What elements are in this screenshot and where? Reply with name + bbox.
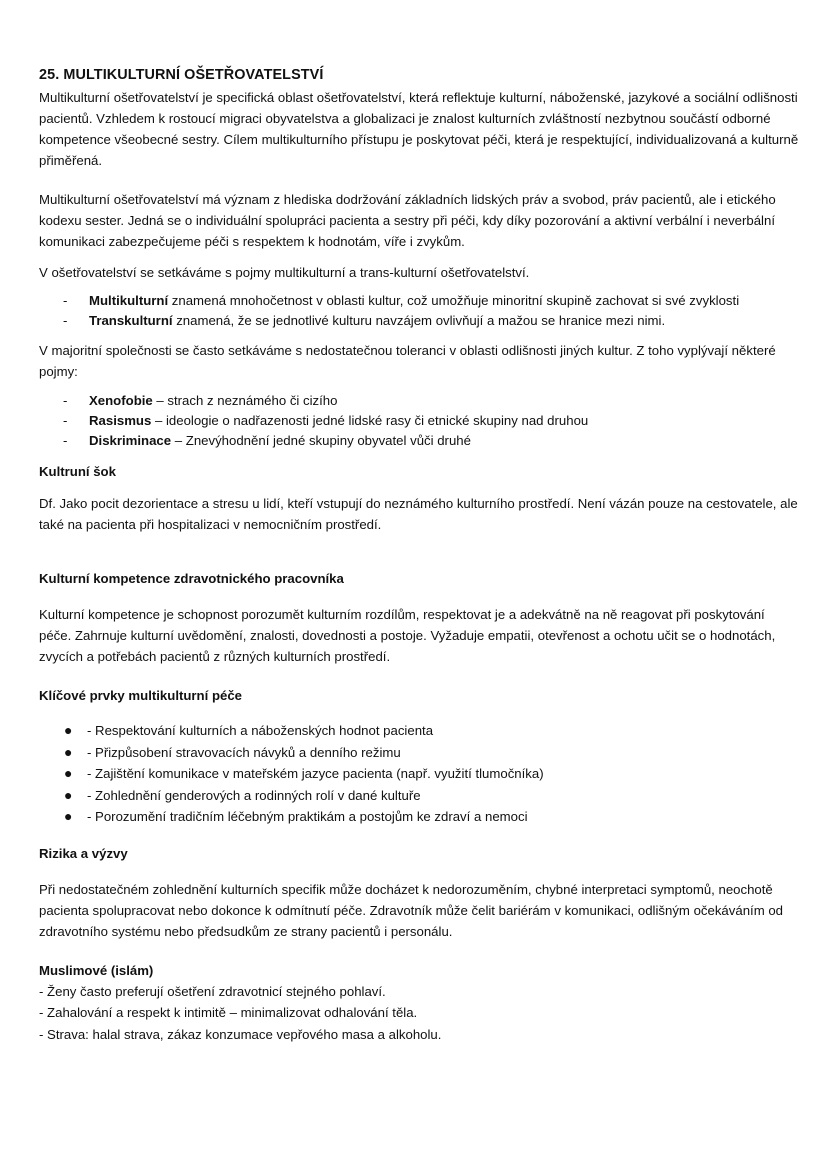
list-item-text: - Přizpůsobení stravovacích návyků a denního režimu	[87, 744, 401, 760]
section-heading-culture-shock: Kultruní šok	[39, 464, 116, 479]
list-item	[63, 311, 799, 331]
list-item	[64, 785, 799, 807]
dash-marker: -	[63, 433, 68, 448]
list-item-text: - Respektování kulturních a náboženských hodnot pacienta	[87, 723, 434, 738]
list-item	[64, 763, 799, 785]
dash-marker: -	[63, 413, 68, 428]
key-elements-list	[39, 720, 799, 828]
list-item-text: - Zohlednění genderových a rodinných rolí v dané kultuře	[87, 787, 421, 803]
list-item	[64, 806, 799, 828]
muslims-list	[39, 981, 799, 1046]
section-heading-risks: Rizika a výzvy	[39, 845, 128, 861]
bullet-icon: ●	[64, 765, 73, 781]
term-text: – Znevýhodnění jedné skupiny obyvatel vůči druhé	[171, 433, 471, 448]
term-label: Xenofobie	[89, 393, 153, 408]
section-heading-competence: Kulturní kompetence zdravotnického pracovníka	[39, 571, 344, 586]
list-item-text: - Porozumění tradičním léčebným praktikám a postojům ke zdraví a nemoci	[87, 809, 528, 824]
document-page	[39, 64, 799, 1045]
list-item	[64, 742, 799, 764]
dash-marker: -	[63, 393, 68, 408]
rights-paragraph: Multikulturní ošetřovatelství má význam z hlediska dodržování základních lidských práv a svobod, práv pacientů, ale i etického kodexu sester. Jedná se o individuální spolupráci pacienta a sestry při péči, kdy díky pozorování a aktivní verbální i neverbální komunikaci zabezpečujeme péči s respektem k hodnotám, víře i zvykům.	[39, 192, 776, 249]
list-item	[63, 391, 799, 411]
term-text: znamená mnohočetnost v oblasti kultur, což umožňuje minoritní skupině zachovat si své zvyklosti	[168, 293, 740, 308]
list-item	[63, 431, 799, 451]
concepts-list	[39, 391, 799, 451]
term-text: – strach z neznámého či cizího	[152, 393, 338, 408]
dash-marker: -	[63, 293, 68, 308]
bullet-icon: ●	[64, 808, 73, 824]
intro-paragraph: Multikulturní ošetřovatelství je specifická oblast ošetřovatelství, která reflektuje kulturní, náboženské, jazykové a sociální odlišnosti pacientů. Vzhledem k rostoucí migraci obyvatelstva a globalizaci je znalost kulturních zvláštností nezbytnou součástí odborné kompetence všeobecné sestry. Cílem multikulturního přístupu je poskytovat péči, která je respektující, individualizovaná a kulturně přiměřená.	[39, 90, 799, 168]
list-item	[63, 411, 799, 431]
term-label: Transkulturní	[89, 312, 173, 328]
page-title: 25. MULTIKULTURNÍ OŠETŘOVATELSTVÍ	[39, 67, 324, 83]
bullet-icon: ●	[64, 722, 73, 738]
list-item: - Strava: halal strava, zákaz konzumace vepřového masa a alkoholu.	[39, 1026, 442, 1042]
term-text: znamená, že se jednotlivé kulturu navzájem ovlivňují a mažou se hranice mezi nimi.	[172, 312, 666, 328]
section-heading-key-elements: Klíčové prvky multikulturní péče	[39, 688, 243, 703]
terms-list	[39, 291, 799, 330]
terms-intro: V ošetřovatelství se setkáváme s pojmy multikulturní a trans-kulturní ošetřovatelství.	[39, 265, 530, 280]
bullet-icon: ●	[64, 786, 73, 803]
dash-marker: -	[63, 312, 68, 328]
competence-paragraph: Kulturní kompetence je schopnost porozumět kulturním rozdílům, respektovat je a adekvátně na ně reagovat při poskytování péče. Zahrnuje kulturní uvědomění, znalosti, dovednosti a postoje. Vyžaduje empatii, otevřenost a ochotu učit se o hodnotách, zvycích a potřebách pacientů z různých kulturních prostředí.	[39, 607, 776, 664]
risks-paragraph: Při nedostatečném zohlednění kulturních specifik může docházet k nedorozuměním, chybné interpretaci symptomů, neochotě pacienta spolupracovat nebo dokonce k odmítnutí péče. Zdravotník může čelit bariérám v komunikaci, odlišným očekáváním od zdravotního systému nebo předsudkům ze strany pacientů i personálu.	[39, 881, 784, 939]
list-item	[64, 720, 799, 742]
term-label: Multikulturní	[89, 293, 169, 308]
list-item: - Ženy často preferují ošetření zdravotnicí stejného pohlaví.	[39, 983, 386, 999]
list-item	[63, 291, 799, 311]
term-label: Diskriminace	[89, 433, 172, 448]
term-text: – ideologie o nadřazenosti jedné lidské rasy či etnické skupiny nad druhou	[151, 413, 589, 428]
section-heading-muslims: Muslimové (islám)	[39, 962, 154, 978]
list-item-text: - Zajištění komunikace v mateřském jazyce pacienta (např. využití tlumočníka)	[87, 766, 544, 781]
bullet-icon: ●	[64, 743, 73, 760]
list-item: - Zahalování a respekt k intimitě – minimalizovat odhalování těla.	[39, 1005, 418, 1020]
term-label: Rasismus	[89, 413, 152, 428]
culture-shock-paragraph: Df. Jako pocit dezorientace a stresu u lidí, kteří vstupují do neznámého kulturního prostředí. Není vázán pouze na cestovatele, ale také na pacienta při hospitalizaci v nemocničním prostředí.	[39, 496, 798, 532]
tolerance-paragraph: V majoritní společnosti se často setkáváme s nedostatečnou toleranci v oblasti odlišnosti jiných kultur. Z toho vyplývají některé pojmy:	[39, 343, 776, 379]
